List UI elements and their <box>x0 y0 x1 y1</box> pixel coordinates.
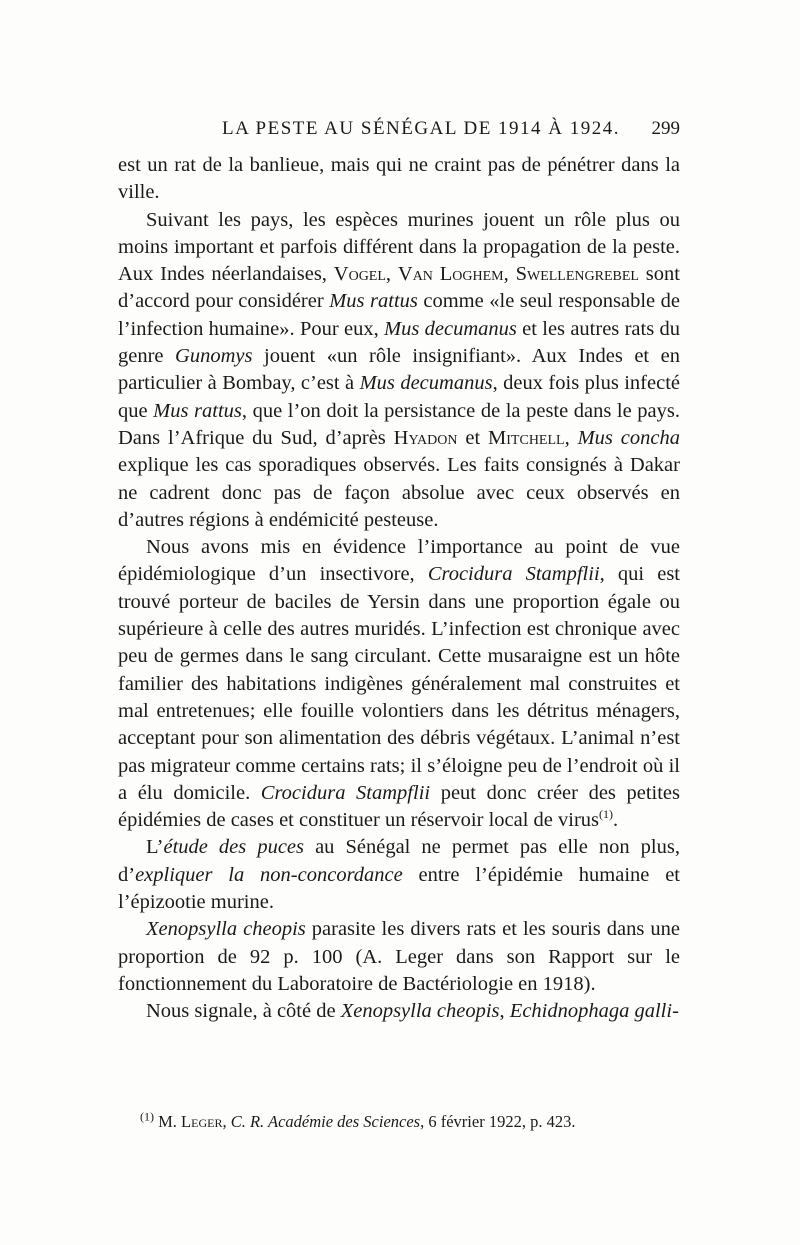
text-run: , <box>222 1112 231 1131</box>
author-name: Swellengrebel <box>515 263 639 286</box>
paragraph <box>118 998 680 1025</box>
text-run: peut donc créer des petites épidémies de cases et constituer un réservoir local de virus <box>118 781 681 832</box>
author-name: Vogel <box>333 263 386 286</box>
text-run: , deux fois plus infecté que <box>118 372 680 422</box>
italic-text: Gunomys <box>175 345 253 368</box>
author-name: Van Loghem <box>397 263 504 286</box>
italic-text: Mus concha <box>577 426 680 449</box>
italic-text: Mus rattus <box>153 399 242 422</box>
paragraph <box>118 916 680 998</box>
text-run: M. <box>158 1112 182 1131</box>
italic-text: Xenopsylla cheopis <box>340 1000 500 1023</box>
italic-text: C. R. Académie des Sciences <box>230 1112 421 1131</box>
footnote-reference: (1) <box>599 807 614 822</box>
text-run: parasite les divers rats et les souris dans une proportion de 92 p. 100 (A. Leger dans son Rapport sur le fonctionnement du Laboratoire de Bactériologie en 1918). <box>118 918 680 995</box>
text-run: jouent «un rôle insignifiant». Aux Indes et en particulier à Bombay, c’est à <box>118 345 680 395</box>
italic-text: Xenopsylla cheopis <box>146 918 306 941</box>
italic-text: expliquer la non-concordance <box>135 863 403 886</box>
italic-text: Crocidura Stampflii <box>260 781 431 804</box>
text-run: L’ <box>146 836 164 859</box>
text-run: entre l’épidémie humaine et l’épizootie murine. <box>118 863 680 914</box>
paragraph <box>118 207 680 535</box>
text-run: , 6 février 1922, p. 423. <box>420 1112 576 1131</box>
text-run: comme «le seul responsable de l’infection humaine». Pour eux, <box>118 290 680 340</box>
author-name: Mitchell <box>488 426 565 449</box>
text-run: au Sénégal ne permet pas elle non plus, d’ <box>118 836 680 886</box>
text-run: , <box>385 263 398 286</box>
italic-text: Echidnophaga galli- <box>509 1000 679 1023</box>
text-run: Suivant les pays, les espèces murines jouent un rôle plus ou moins important et parfois différent dans la propagation de la peste. Aux Indes néerlandaises, <box>118 208 680 286</box>
text-run: , <box>499 1000 510 1023</box>
text-run: , que l’on doit la persistance de la peste dans le pays. Dans l’Afrique du Sud, d’après <box>118 399 680 449</box>
text-run: , <box>503 263 516 286</box>
author-name: Leger <box>181 1112 223 1131</box>
running-title: LA PESTE AU SÉNÉGAL DE 1914 À 1924. <box>222 118 621 139</box>
footnote-marker: (1) <box>140 1109 154 1124</box>
author-name: Hyadon <box>393 426 458 449</box>
page-number: 299 <box>651 118 680 139</box>
italic-text: Mus decumanus <box>359 372 493 395</box>
italic-text: étude des puces <box>163 836 304 859</box>
italic-text: Crocidura Stampflii <box>427 563 600 586</box>
text-run: et les autres rats du genre <box>118 317 680 368</box>
page-header <box>118 118 680 142</box>
text-run: explique les cas sporadiques observés. Les faits consignés à Dakar ne cadrent donc pas de façon absolue avec ceux observés en d’autres régions à endémicité pesteuse. <box>118 454 680 531</box>
text-run: sont d’accord pour considérer <box>118 263 680 313</box>
footnote <box>140 1109 680 1132</box>
text-run: Nous avons mis en évidence l’importance au point de vue épidémiologique d’un insectivore, <box>118 536 680 586</box>
text-run: et <box>457 426 489 449</box>
paragraph <box>118 152 680 207</box>
italic-text: Mus rattus <box>329 290 418 313</box>
paragraph <box>118 834 680 916</box>
text-run: , <box>564 426 578 449</box>
body-text <box>118 152 680 1026</box>
text-run: , qui est trouvé porteur de baciles de Yersin dans une proportion égale ou supérieure à celle des autres muridés. L’infection est chronique avec peu de germes dans le sang circulant. Cette musaraigne est un hôte familier des habitations indigènes généralement mal construites et mal entretenues; elle fouille volontiers dans les détritus ménagers, acceptant pour son alimentation des débris végétaux. L’animal n’est pas migrateur comme certains rats; il s’éloigne peu de l’endroit où il a élu domicile. <box>118 563 680 804</box>
text-run: Nous signale, à côté de <box>146 1000 341 1023</box>
paragraph <box>118 534 680 834</box>
text-run: . <box>613 809 619 832</box>
italic-text: Mus decumanus <box>384 317 517 340</box>
text-run: est un rat de la banlieue, mais qui ne craint pas de pénétrer dans la ville. <box>118 154 680 204</box>
